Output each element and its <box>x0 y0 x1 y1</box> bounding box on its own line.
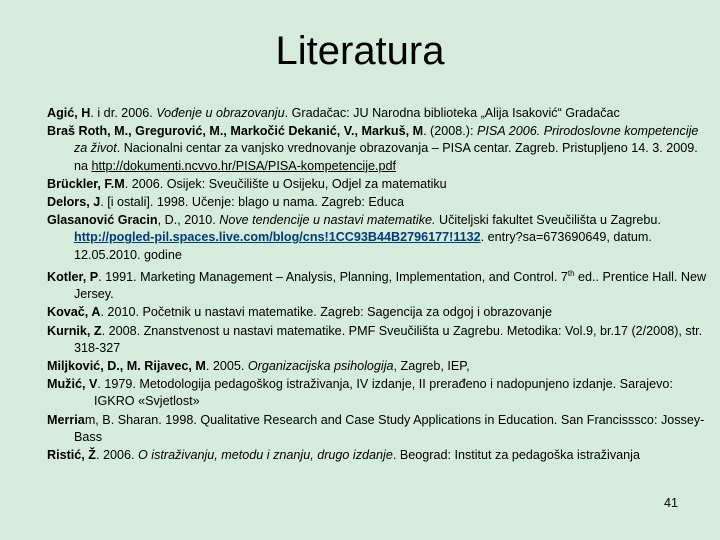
reference-item <box>47 194 712 211</box>
reference-text: . Gradačac: JU Narodna biblioteka „Alija Isaković“ Gradačac <box>284 106 620 120</box>
reference-item <box>47 412 712 446</box>
reference-item <box>47 105 712 122</box>
reference-title: Vođenje u obrazovanju <box>156 106 285 120</box>
reference-author: Delors, J <box>47 195 101 210</box>
reference-list <box>47 105 712 464</box>
reference-text: m, B. Sharan. 1998. Qualitative Research and Case Study Applications in Education. San Francisssco: Jossey-Bass <box>74 412 705 444</box>
reference-author: Kovač, A <box>47 305 101 320</box>
reference-text: . i dr. 2006. <box>90 106 157 120</box>
reference-text: Učiteljski fakultet Sveučilišta u Zagrebu. <box>435 213 661 228</box>
reference-author: Braš Roth, M., Gregurović, M., Markočić Dekanić, V., Markuš, M <box>47 124 424 139</box>
page-number: 41 <box>663 496 678 510</box>
reference-author: Kotler, P <box>47 270 99 285</box>
reference-text: . 2006. <box>96 448 139 463</box>
reference-link[interactable]: http://dokumenti.ncvvo.hr/PISA/PISA-kompetencije.pdf <box>91 158 397 173</box>
reference-text: , D., 2010. <box>157 213 220 228</box>
reference-text: . [i ostali]. 1998. Učenje: blago u nama. Zagreb: Educa <box>100 195 405 210</box>
slide-title: Literatura <box>275 29 445 73</box>
reference-author: Agić, H <box>47 106 91 120</box>
reference-item <box>47 265 712 304</box>
reference-link[interactable]: http://pogled-pil.spaces.live.com/blog/cns!1CC93B44B2796177!1132 <box>74 230 481 245</box>
reference-item <box>47 123 712 175</box>
reference-title: O istraživanju, metodu i znanju, drugo izdanje <box>138 448 393 463</box>
reference-text: . 2005. <box>205 359 248 374</box>
reference-text: . 1991. Marketing Management – Analysis, Planning, Implementation, and Control. 7 <box>98 270 568 285</box>
reference-item <box>47 304 712 321</box>
reference-text: . 2008. Znanstvenost u nastavi matematike. PMF Sveučilišta u Zagrebu. Metodika: Vol.9, br.17 (2/2008), str. 318-327 <box>74 323 703 355</box>
reference-item <box>47 447 712 464</box>
reference-text: . entry?sa=673690649, datum. 12.05.2010. godine <box>74 230 652 262</box>
reference-superscript: th <box>567 268 575 278</box>
reference-item <box>47 323 712 357</box>
reference-item <box>47 376 712 410</box>
reference-title: Nove tendencije u nastavi matematike. <box>219 213 436 228</box>
reference-author: Mužić, V <box>47 377 98 392</box>
reference-text: . (2008.): <box>423 124 477 139</box>
reference-author: Kurnik, Z <box>47 323 102 338</box>
reference-text: . Nacionalni centar za vanjsko vrednovanje obrazovanja – PISA centar. Zagreb. Pristupljeno 14. 3. 2009. na <box>74 141 698 173</box>
reference-author: Ristić, Ž <box>47 448 96 463</box>
reference-author: Merria <box>47 412 85 427</box>
reference-text: . 2006. Osijek: Sveučilište u Osijeku, Odjel za matematiku <box>124 176 447 191</box>
reference-author: Glasanović Gracin <box>47 213 158 228</box>
reference-text: ed.. Prentice Hall. New Jersey. <box>74 270 707 302</box>
reference-text: , Zagreb, IEP, <box>393 359 470 374</box>
reference-publisher: IGKRO «Svjetlost» <box>94 394 200 409</box>
reference-item <box>47 358 712 375</box>
reference-author: Miljković, D., M. Rijavec, M <box>47 359 206 374</box>
reference-author: Brückler, F.M <box>47 176 125 191</box>
reference-text: . 2010. Početnik u nastavi matematike. Zagreb: Sagencija za odgoj i obrazovanje <box>100 305 552 320</box>
reference-text: . 1979. Metodologija pedagoškog istraživanja, IV izdanje, II prerađeno i nadopunjeno izdanje. Sarajevo: <box>97 377 673 392</box>
reference-title: PISA 2006. Prirodoslovne kompetencije za život <box>74 124 699 156</box>
reference-text: . Beograd: Institut za pedagoška istraživanja <box>392 448 640 463</box>
reference-title: Organizacijska psihologija <box>247 359 394 374</box>
reference-item <box>47 176 712 193</box>
reference-item <box>47 212 712 264</box>
